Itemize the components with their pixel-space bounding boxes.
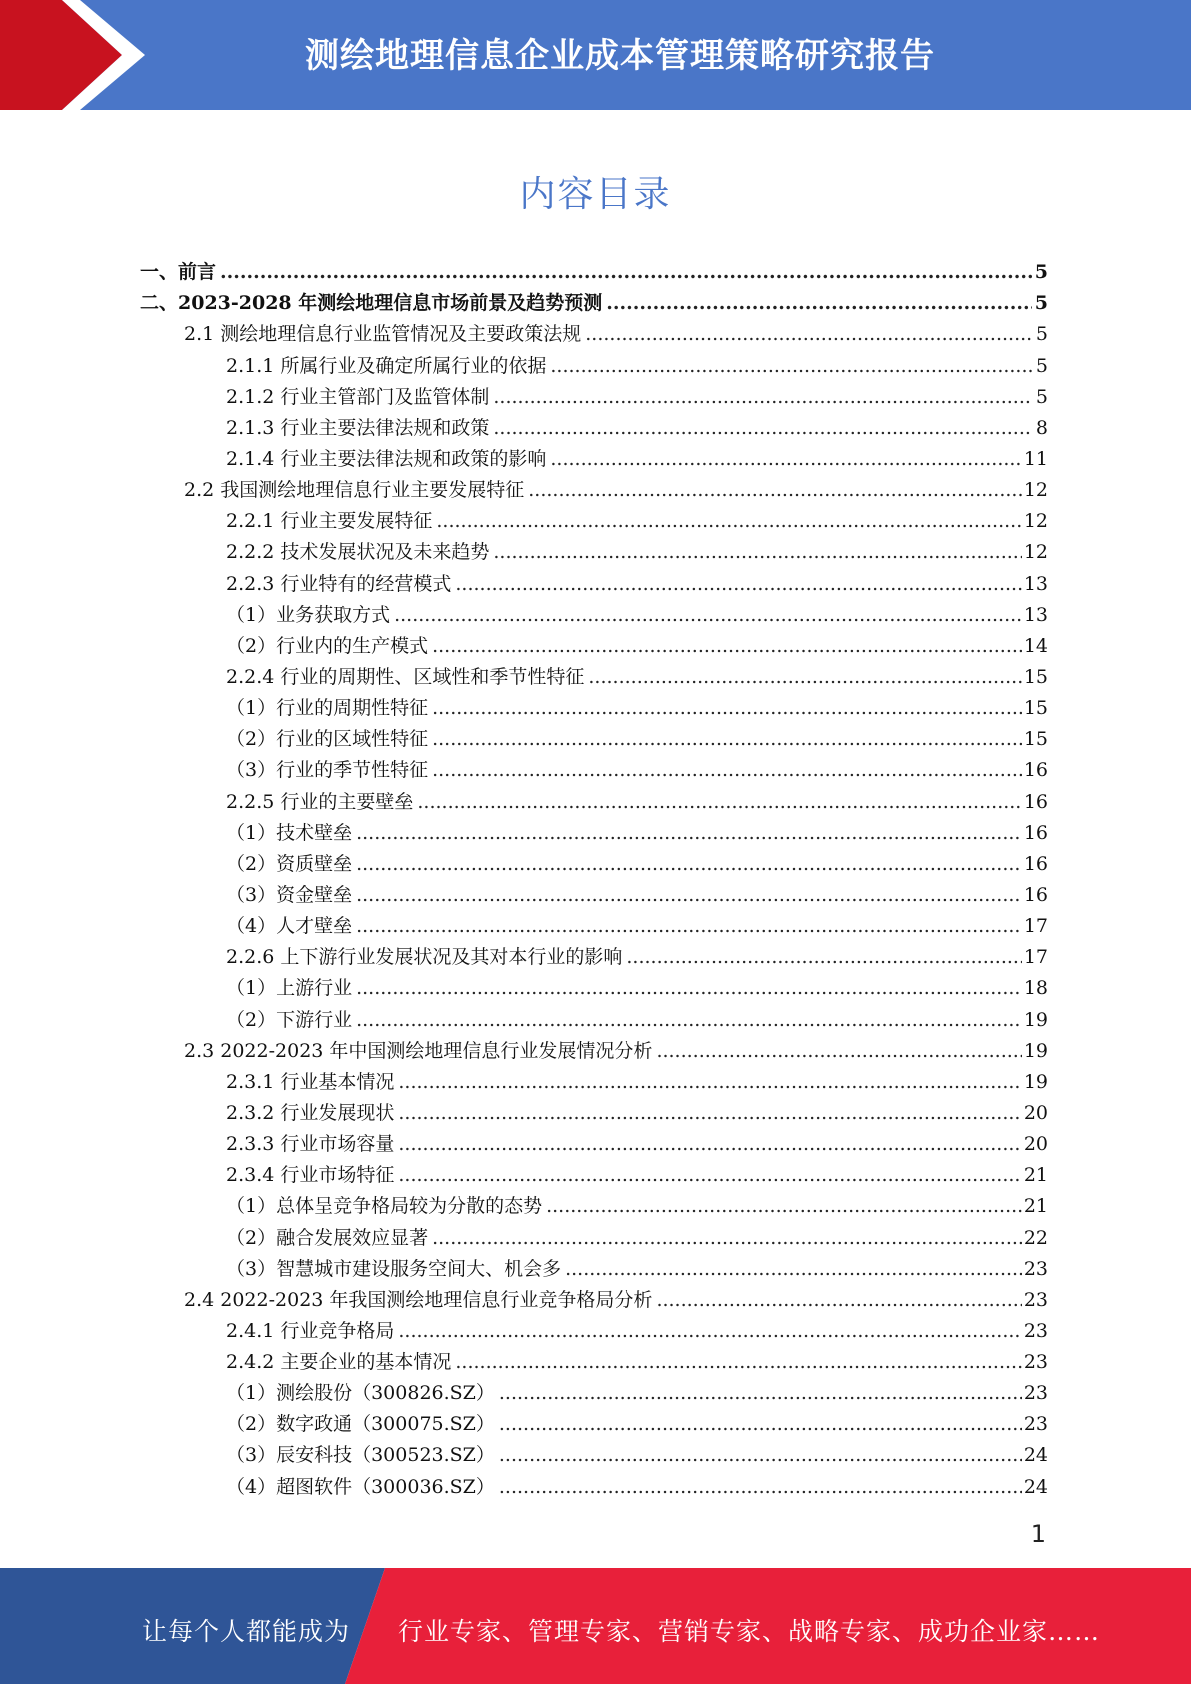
toc-entry-page: 16 (1023, 759, 1048, 782)
toc-entry[interactable] (140, 346, 1048, 377)
toc-entry-text: （1）总体呈竞争格局较为分散的态势 (226, 1195, 543, 1218)
toc-dot-leader (626, 945, 1021, 969)
toc-entry-page: 20 (1023, 1133, 1048, 1156)
toc-entry-text: （1）上游行业 (226, 977, 353, 1000)
toc-entry-text: 2.4.2 主要企业的基本情况 (226, 1351, 452, 1374)
toc-entry-page: 23 (1023, 1413, 1048, 1436)
toc-dot-leader (356, 852, 1022, 876)
toc-entry-text: 一、前言 (140, 261, 217, 284)
toc-entry-text: 二、2023-2028 年测绘地理信息市场前景及趋势预测 (140, 292, 603, 315)
toc-entry[interactable] (140, 782, 1048, 813)
toc-entry-page: 17 (1023, 946, 1048, 969)
toc-entry[interactable] (140, 1467, 1048, 1498)
toc-entry[interactable] (140, 378, 1048, 409)
toc-entry[interactable] (140, 658, 1048, 689)
toc-entry-page: 24 (1023, 1444, 1048, 1467)
toc-entry-text: 2.3.4 行业市场特征 (226, 1164, 395, 1187)
toc-dot-leader (606, 291, 1032, 315)
toc-entry-page: 23 (1023, 1382, 1048, 1405)
toc-dot-leader (546, 1194, 1022, 1218)
toc-heading: 内容目录 (519, 174, 672, 215)
toc-entry-text: 2.3.1 行业基本情况 (226, 1070, 395, 1093)
toc-dot-leader (565, 1257, 1022, 1281)
toc-entry-text: （1）业务获取方式 (226, 603, 391, 626)
toc-entry[interactable] (140, 533, 1048, 564)
toc-entry[interactable] (140, 1281, 1048, 1312)
toc-entry-page: 15 (1023, 697, 1048, 720)
toc-entry[interactable] (140, 876, 1048, 907)
toc-entry-page: 5 (1035, 385, 1048, 408)
toc-entry-text: （2）数字政通（300075.SZ） (226, 1413, 495, 1436)
toc-entry-text: 2.4 2022-2023 年我国测绘地理信息行业竞争格局分析 (184, 1288, 653, 1311)
toc-entry-text: 2.2.1 行业主要发展特征 (226, 510, 433, 533)
toc-entry[interactable] (140, 689, 1048, 720)
toc-entry-text: 2.1 测绘地理信息行业监管情况及主要政策法规 (184, 323, 582, 346)
toc-entry-text: （3）智慧城市建设服务空间大、机会多 (226, 1257, 562, 1280)
toc-entry-page: 13 (1023, 572, 1048, 595)
toc-entry-text: 2.3 2022-2023 年中国测绘地理信息行业发展情况分析 (184, 1039, 653, 1062)
toc-entry[interactable] (140, 596, 1048, 627)
toc-entry-page: 15 (1023, 728, 1048, 751)
toc-entry-page: 21 (1023, 1164, 1048, 1187)
toc-entry-page: 5 (1034, 292, 1048, 315)
toc-entry[interactable] (140, 471, 1048, 502)
toc-entry-page: 16 (1023, 790, 1048, 813)
toc-entry[interactable] (140, 1250, 1048, 1281)
toc-entry[interactable] (140, 440, 1048, 471)
toc-entry-page: 12 (1023, 541, 1048, 564)
footer-slogan-left: 让每个人都能成为 (142, 1617, 351, 1646)
toc-entry-page: 23 (1023, 1288, 1048, 1311)
toc-entry-text: 2.4.1 行业竞争格局 (226, 1319, 395, 1342)
toc-dot-leader (356, 914, 1022, 938)
toc-entry[interactable] (140, 1094, 1048, 1125)
toc-entry-page: 8 (1035, 416, 1048, 439)
toc-entry-text: 2.2.4 行业的周期性、区域性和季节性特征 (226, 665, 585, 688)
toc-entry[interactable] (140, 1000, 1048, 1031)
page-number: 1 (1030, 1520, 1046, 1548)
toc-entry-text: （3）行业的季节性特征 (226, 759, 429, 782)
toc-entry[interactable] (140, 564, 1048, 595)
toc-entry-text: （4）人才壁垒 (226, 915, 353, 938)
toc-entry-page: 23 (1023, 1351, 1048, 1374)
toc-entry[interactable] (140, 253, 1048, 284)
toc-entry[interactable] (140, 1343, 1048, 1374)
toc-dot-leader (432, 634, 1022, 658)
toc-dot-leader (493, 385, 1032, 409)
toc-entry[interactable] (140, 627, 1048, 658)
toc-entry-text: 2.1.4 行业主要法律法规和政策的影响 (226, 447, 547, 470)
toc-dot-leader (499, 1412, 1022, 1436)
toc-dot-leader (356, 976, 1022, 1000)
toc-dot-leader (432, 1226, 1022, 1250)
footer-slogan-right: 行业专家、管理专家、营销专家、战略专家、成功企业家…… (398, 1617, 1101, 1646)
toc-entry-text: 2.1.3 行业主要法律法规和政策 (226, 416, 490, 439)
toc-dot-leader (550, 354, 1032, 378)
toc-entry-text: （1）测绘股份（300826.SZ） (226, 1382, 495, 1405)
toc-dot-leader (588, 665, 1021, 689)
toc-entry-page: 22 (1023, 1226, 1048, 1249)
footer-band (0, 1568, 1191, 1684)
table-of-contents (140, 253, 1048, 1499)
toc-dot-leader (455, 1350, 1021, 1374)
toc-dot-leader (436, 509, 1021, 533)
toc-dot-leader (398, 1163, 1021, 1187)
toc-entry[interactable] (140, 1125, 1048, 1156)
toc-dot-leader (398, 1319, 1021, 1343)
toc-entry-page: 21 (1023, 1195, 1048, 1218)
toc-dot-leader (417, 790, 1021, 814)
toc-dot-leader (220, 260, 1032, 284)
report-title: 测绘地理信息企业成本管理策略研究报告 (305, 36, 935, 76)
toc-entry[interactable] (140, 502, 1048, 533)
toc-entry-page: 14 (1023, 634, 1048, 657)
toc-entry-page: 23 (1023, 1257, 1048, 1280)
toc-entry-text: （3）辰安科技（300523.SZ） (226, 1444, 495, 1467)
toc-entry[interactable] (140, 1063, 1048, 1094)
toc-entry[interactable] (140, 1032, 1048, 1063)
toc-entry-page: 17 (1023, 915, 1048, 938)
toc-entry-page: 20 (1023, 1101, 1048, 1124)
toc-entry-page: 5 (1035, 354, 1048, 377)
toc-entry-text: （2）下游行业 (226, 1008, 353, 1031)
toc-entry[interactable] (140, 1312, 1048, 1343)
toc-entry[interactable] (140, 845, 1048, 876)
toc-entry-page: 11 (1023, 447, 1048, 470)
toc-entry-text: （2）融合发展效应显著 (226, 1226, 429, 1249)
toc-entry[interactable] (140, 1218, 1048, 1249)
toc-entry-page: 19 (1023, 1008, 1048, 1031)
toc-entry-text: 2.3.2 行业发展现状 (226, 1101, 395, 1124)
toc-dot-leader (398, 1070, 1021, 1094)
toc-dot-leader (499, 1443, 1022, 1467)
toc-entry-text: （2）行业的区域性特征 (226, 728, 429, 751)
toc-entry-text: 2.2.5 行业的主要壁垒 (226, 790, 414, 813)
toc-entry-text: （4）超图软件（300036.SZ） (226, 1475, 495, 1498)
toc-dot-leader (499, 1475, 1022, 1499)
toc-entry[interactable] (140, 907, 1048, 938)
toc-dot-leader (493, 416, 1032, 440)
toc-dot-leader (356, 883, 1022, 907)
toc-entry-page: 23 (1023, 1319, 1048, 1342)
toc-dot-leader (398, 1101, 1021, 1125)
toc-dot-leader (585, 322, 1032, 346)
toc-dot-leader (356, 821, 1022, 845)
toc-dot-leader (356, 1008, 1022, 1032)
toc-dot-leader (432, 727, 1022, 751)
toc-entry[interactable] (140, 315, 1048, 346)
toc-entry-text: 2.1.2 行业主管部门及监管体制 (226, 385, 490, 408)
toc-entry-page: 12 (1023, 510, 1048, 533)
toc-entry-page: 16 (1023, 852, 1048, 875)
toc-entry-text: （3）资金壁垒 (226, 883, 353, 906)
toc-entry[interactable] (140, 814, 1048, 845)
toc-entry[interactable] (140, 969, 1048, 1000)
toc-entry[interactable] (140, 1374, 1048, 1405)
toc-entry-text: （1）技术壁垒 (226, 821, 353, 844)
toc-dot-leader (432, 758, 1022, 782)
toc-entry-page: 15 (1023, 665, 1048, 688)
toc-entry-text: 2.2.3 行业特有的经营模式 (226, 572, 452, 595)
toc-entry[interactable] (140, 1405, 1048, 1436)
toc-dot-leader (493, 540, 1021, 564)
toc-dot-leader (656, 1288, 1021, 1312)
toc-entry[interactable] (140, 720, 1048, 751)
toc-dot-leader (455, 572, 1021, 596)
toc-dot-leader (656, 1039, 1021, 1063)
toc-entry[interactable] (140, 751, 1048, 782)
toc-entry[interactable] (140, 284, 1048, 315)
toc-entry-page: 13 (1023, 603, 1048, 626)
toc-entry-text: 2.2.6 上下游行业发展状况及其对本行业的影响 (226, 946, 623, 969)
toc-entry-page: 19 (1023, 1070, 1048, 1093)
toc-entry[interactable] (140, 1187, 1048, 1218)
toc-entry-page: 5 (1035, 323, 1048, 346)
toc-entry-text: 2.1.1 所属行业及确定所属行业的依据 (226, 354, 547, 377)
toc-entry[interactable] (140, 1156, 1048, 1187)
toc-dot-leader (394, 603, 1022, 627)
toc-dot-leader (550, 447, 1021, 471)
toc-entry-text: （2）资质壁垒 (226, 852, 353, 875)
toc-entry-page: 18 (1023, 977, 1048, 1000)
toc-entry-page: 12 (1023, 479, 1048, 502)
toc-entry-page: 16 (1023, 883, 1048, 906)
toc-entry-text: 2.2 我国测绘地理信息行业主要发展特征 (184, 479, 525, 502)
toc-dot-leader (432, 696, 1022, 720)
toc-dot-leader (528, 478, 1022, 502)
toc-dot-leader (398, 1132, 1021, 1156)
toc-entry-text: 2.2.2 技术发展状况及未来趋势 (226, 541, 490, 564)
toc-entry-page: 16 (1023, 821, 1048, 844)
toc-entry-text: （1）行业的周期性特征 (226, 697, 429, 720)
toc-entry-page: 19 (1023, 1039, 1048, 1062)
toc-entry-text: （2）行业内的生产模式 (226, 634, 429, 657)
header-band (0, 0, 1191, 110)
toc-entry[interactable] (140, 409, 1048, 440)
toc-entry-text: 2.3.3 行业市场容量 (226, 1133, 395, 1156)
toc-entry-page: 24 (1023, 1475, 1048, 1498)
toc-dot-leader (499, 1381, 1022, 1405)
toc-entry[interactable] (140, 1436, 1048, 1467)
toc-entry-page: 5 (1034, 261, 1048, 284)
toc-entry[interactable] (140, 938, 1048, 969)
